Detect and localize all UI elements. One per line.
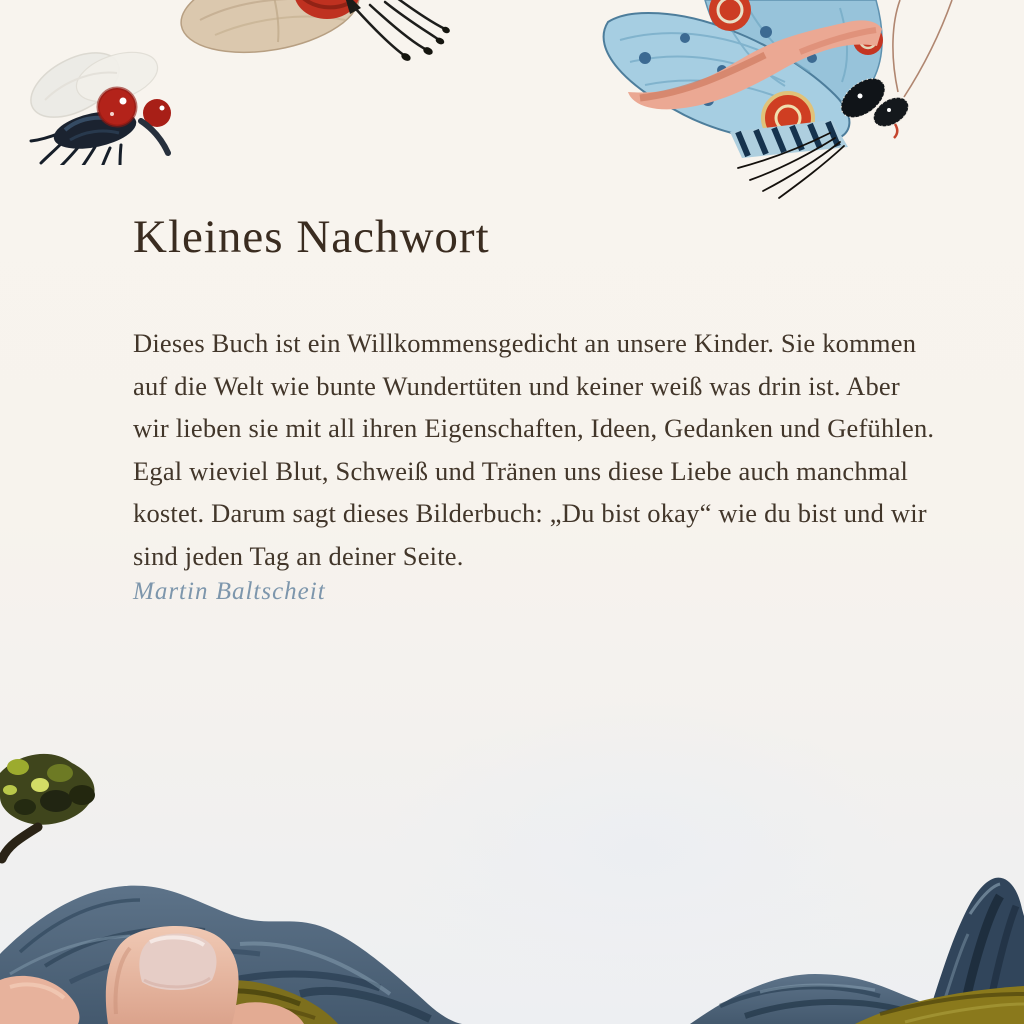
winged-insect-illustration bbox=[175, 0, 455, 75]
afterword-paragraph bbox=[133, 322, 963, 577]
butterfly-antennae bbox=[893, 0, 952, 97]
page-title: Kleines Nachwort bbox=[133, 211, 490, 263]
fly-illustration bbox=[25, 45, 185, 165]
insect-legs bbox=[355, 0, 445, 56]
afterword-line: wir lieben sie mit all ihren Eigenschaften, Ideen, Gedanken und Gefühlen. bbox=[133, 413, 935, 443]
author-signature: Martin Baltscheit bbox=[133, 578, 326, 605]
landscape-illustration bbox=[0, 854, 1024, 1024]
afterword-line: sind jeden Tag an deiner Seite. bbox=[133, 540, 464, 571]
butterfly-illustration bbox=[480, 0, 980, 210]
afterword-line: Egal wieviel Blut, Schweiß und Tränen uns diese Liebe auch manchmal bbox=[133, 455, 909, 486]
afterword-line: kostet. Darum sagt dieses Bilderbuch: „Du bist okay“ wie du bist und wir bbox=[133, 498, 927, 528]
afterword-line: Dieses Buch ist ein Willkommensgedicht an unsere Kinder. Sie kommen bbox=[133, 328, 917, 358]
afterword-line: auf die Welt wie bunte Wundertüten und keiner weiß was drin ist. Aber bbox=[133, 370, 900, 401]
